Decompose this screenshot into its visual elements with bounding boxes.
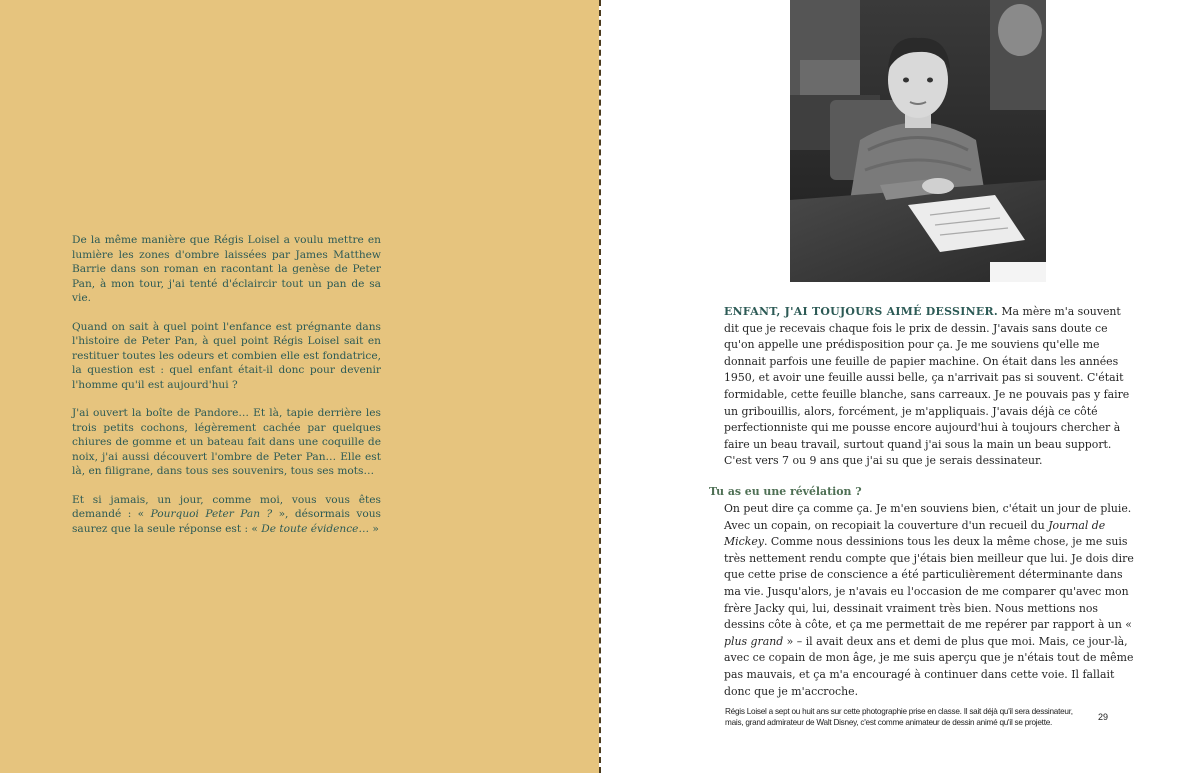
answer-2-italic-phrase: plus grand [724, 634, 784, 648]
intro-paragraph-1: De la même manière que Régis Loisel a voulu mettre en lumière les zones d'ombre laissées par James Matthew Barrie dans son roman en racontant la genèse de Peter Pan, à mon tour, j'ai tenté d'éclaircir tout un pan de sa vie. [72, 234, 381, 304]
intro-p4-text-e: » [372, 522, 379, 535]
classroom-photo-drawing [790, 0, 1046, 282]
intro-text [72, 233, 381, 550]
photo-caption [725, 707, 1075, 728]
answer-1-text: Ma mère m'a souvent dit que je recevais chaque fois le prix de dessin. J'avais sans doute ce qu'on appelle une prédisposition pour ça. Je me souviens qu'elle me donnait parfois une feuille de papier machine. On était dans les années 1950, et avoir une feuille aussi belle, ça n'arrivait pas si souvent. C'était formidable, cette feuille blanche, sans carreaux. Je ne pouvais pas y faire un gribouillis, alors, forcément, je m'appliquais. J'avais déjà ce côté perfectionniste qui me pousse encore aujourd'hui à toujours chercher à faire un beau travail, surtout quand j'ai sous la main un beau support. C'est vers 7 ou 9 ans que j'ai su que je serais dessinateur. [724, 305, 1130, 468]
caption-line-2: mais, grand admirateur de Walt Disney, c'est comme animateur de dessin animé qu'il se projette. [725, 717, 1053, 727]
intro-paragraph-2: Quand on sait à quel point l'enfance est prégnante dans l'histoire de Peter Pan, à quel point Régis Loisel sait en restituer toutes les odeurs et combien elle est fondatrice, la question est : quel enfant était-il donc pour devenir l'homme qu'il est aujourd'hui ? [72, 320, 381, 391]
intro-p4-italic-answer: De toute évidence… [261, 522, 370, 535]
intro-p4-italic-question: Pourquoi Peter Pan ? [150, 508, 273, 520]
answer-paragraph-2 [724, 501, 1134, 700]
answer-2-text-c: . Comme nous dessinions tous les deux la même chose, je me suis très nettement rendu compte que j'étais bien meilleur que lui. Je dois dire que cette prise de conscience a été particulièrement déterminante dans ma vie. Jusqu'alors, je n'avais eu l'occasion de me comparer qu'avec mon frère Jacky qui, lui, dessinait vraiment très bien. Nous mettions nos dessins côte à côte, et ça me permettait de me repérer par rapport à un « [724, 535, 1134, 632]
intro-p4-text-a: Et si jamais, un jour, comme moi, vous vous êtes demandé : « [72, 493, 381, 520]
left-page [0, 0, 599, 773]
interview-question: Tu as eu une révélation ? [709, 485, 862, 498]
answer-paragraph-1 [724, 304, 1134, 470]
page-number: 29 [1098, 712, 1109, 722]
caption-line-1: Régis Loisel a sept ou huit ans sur cette photographie prise en classe. Il sait déjà qu'il sera dessinateur, [725, 707, 1073, 716]
section-lead-heading: ENFANT, J'AI TOUJOURS AIMÉ DESSINER. [724, 305, 998, 318]
classroom-photo [790, 0, 1046, 282]
answer-2-text-e: » – il avait deux ans et demi de plus que moi. Mais, ce jour-là, avec ce copain de mon âge, je me suis aperçu que je n'étais tout de même pas mauvais, et ça m'a encouragé à continuer dans cette voie. Il fallait donc que je m'accroche. [724, 634, 1134, 698]
intro-paragraph-4 [72, 493, 381, 537]
intro-paragraph-3: J'ai ouvert la boîte de Pandore… Et là, tapie derrière les trois petits cochons, légèrement cachée par quelques chiures de gomme et un bateau fait dans une coquille de noix, j'ai aussi découvert l'ombre de Peter Pan… Elle est là, en filigrane, dans tous ses souvenirs, tous ses mots… [72, 407, 381, 477]
answer-2-title-italic: Journal de Mickey [724, 518, 1106, 549]
intro-p4-text-c: », désormais vous saurez que la seule réponse est : « [72, 508, 381, 535]
answer-2-text-a: On peut dire ça comme ça. Je m'en souviens bien, c'était un jour de pluie. Avec un copain, on recopiait la couverture d'un recueil du [724, 502, 1132, 532]
